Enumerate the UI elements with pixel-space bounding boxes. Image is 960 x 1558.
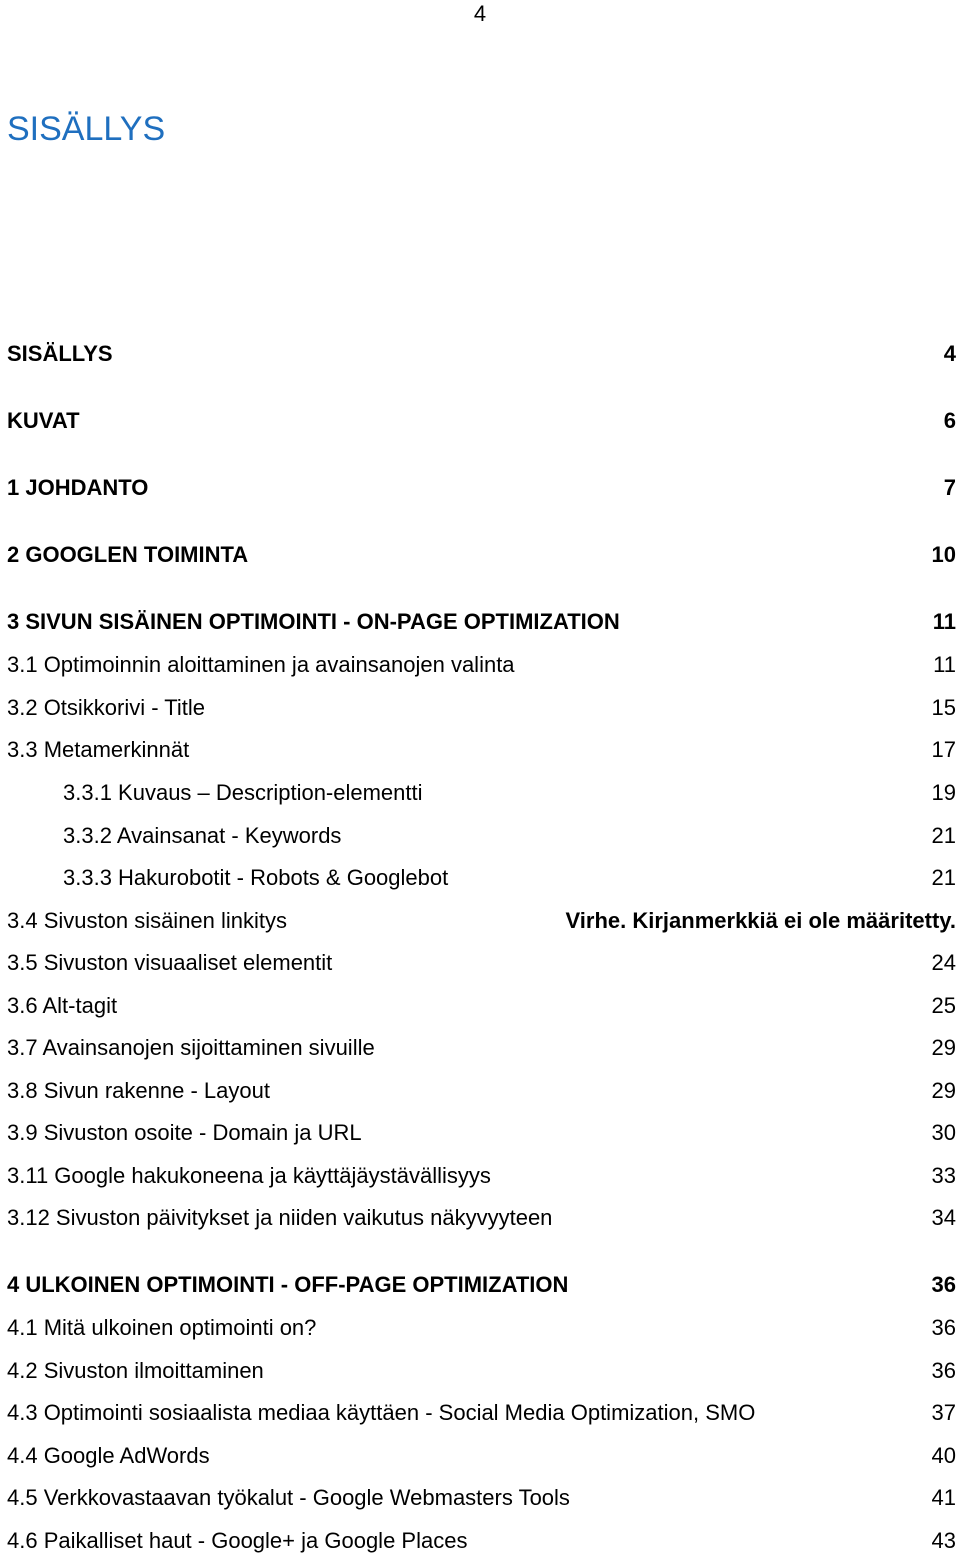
toc-entry-label: 3.8 Sivun rakenne - Layout [7,1078,270,1103]
toc-entry-label: 4.2 Sivuston ilmoittaminen [7,1358,264,1383]
toc-entry-label: 4.4 Google AdWords [7,1443,210,1468]
toc-entry-label: 4 ULKOINEN OPTIMOINTI - OFF-PAGE OPTIMIZATION [7,1272,569,1297]
toc-entry-label: 3.3.1 Kuvaus – Description-elementti [63,780,423,805]
toc-entry-page: 30 [931,1120,956,1145]
toc-entry-page: 37 [931,1400,956,1425]
toc-entry-1[interactable] [7,472,956,504]
toc-entry-page: 11 [932,609,956,634]
toc-entry-label: 2 GOOGLEN TOIMINTA [7,542,249,567]
toc-entry-label: 3.3.3 Hakurobotit - Robots & Googlebot [63,865,449,890]
toc-entry-label: 3.11 Google hakukoneena ja käyttäjäystävällisyys [7,1163,491,1188]
toc-entry-label: 3.3 Metamerkinnät [7,737,190,762]
toc-entry-3-5[interactable] [7,947,956,979]
bookmark-error-text: Virhe. Kirjanmerkkiä ei ole määritetty. [565,908,956,933]
toc-entry-3-2[interactable] [7,692,956,724]
toc-entry-3-11[interactable] [7,1160,956,1192]
toc-entry-page: 19 [931,780,956,805]
toc-entry-label: 3.6 Alt-tagit [7,993,118,1018]
toc-entry-3-7[interactable] [7,1032,956,1064]
toc-entry-label: 1 JOHDANTO [7,475,149,500]
toc-entry-page: 15 [931,695,956,720]
toc-entry-label: 3.3.2 Avainsanat - Keywords [63,823,342,848]
toc-entry-page: 17 [931,737,956,762]
toc-entry-page: 7 [943,475,956,500]
toc-entry-sisallys[interactable] [7,338,956,370]
toc-entry-page: 29 [931,1078,956,1103]
toc-entry-4-4[interactable] [7,1440,956,1472]
toc-entry-3-1[interactable] [7,649,956,681]
page-number: 4 [473,1,487,26]
toc-entry-page: 4 [943,341,956,366]
toc-entry-page: 10 [931,542,956,567]
toc-entry-3[interactable] [7,606,956,638]
toc-entry-kuvat[interactable] [7,405,956,437]
toc-entry-2[interactable] [7,539,956,571]
toc-entry-3-3[interactable] [7,734,956,766]
toc-entry-page: 11 [933,652,956,677]
toc-entry-page: 34 [931,1205,956,1230]
toc-entry-page: 36 [931,1358,956,1383]
toc-entry-label: 3.4 Sivuston sisäinen linkitys [7,908,288,933]
toc-entry-label: 3 SIVUN SISÄINEN OPTIMOINTI - ON-PAGE OPTIMIZATION [7,609,620,634]
toc-entry-page: 33 [931,1163,956,1188]
toc-entry-page: 21 [931,823,956,848]
toc-entry-3-12[interactable] [7,1202,956,1234]
toc-entry-page: 43 [931,1528,956,1553]
toc-entry-3-9[interactable] [7,1117,956,1149]
toc-entry-3-3-1[interactable] [63,777,956,809]
toc-entry-label: 4.3 Optimointi sosiaalista mediaa käyttäen - Social Media Optimization, SMO [7,1400,756,1425]
toc-entry-page: 40 [931,1443,956,1468]
toc-entry-4-3[interactable] [7,1397,956,1429]
toc-entry-page: 36 [931,1272,956,1297]
toc-entry-label: 3.2 Otsikkorivi - Title [7,695,206,720]
toc-entry-3-3-3[interactable] [63,862,956,894]
toc-entry-label: 3.7 Avainsanojen sijoittaminen sivuille [7,1035,375,1060]
toc-entry-label: 3.5 Sivuston visuaaliset elementit [7,950,333,975]
toc-entry-page: 29 [931,1035,956,1060]
toc-entry-label: 3.9 Sivuston osoite - Domain ja URL [7,1120,362,1145]
toc-entry-3-3-2[interactable] [63,820,956,852]
toc-entry-4-6[interactable] [7,1525,956,1557]
toc-entry-label: 3.12 Sivuston päivitykset ja niiden vaikutus näkyvyyteen [7,1205,553,1230]
toc-entry-label: 4.5 Verkkovastaavan työkalut - Google Webmasters Tools [7,1485,570,1510]
toc-entry-page: 25 [931,993,956,1018]
toc-entry-4-2[interactable] [7,1355,956,1387]
toc-entry-page: 6 [943,408,956,433]
toc-entry-page: 24 [931,950,956,975]
toc-entry-label: SISÄLLYS [7,341,113,366]
toc-entry-label: 4.6 Paikalliset haut - Google+ ja Google Places [7,1528,468,1553]
toc-entry-3-4[interactable] [7,905,956,937]
toc-entry-page: 21 [931,865,956,890]
toc-entry-label: KUVAT [7,408,80,433]
toc-entry-label: 4.1 Mitä ulkoinen optimointi on? [7,1315,317,1340]
toc-entry-3-8[interactable] [7,1075,956,1107]
toc-entry-3-6[interactable] [7,990,956,1022]
toc-entry-label: 3.1 Optimoinnin aloittaminen ja avainsanojen valinta [7,652,515,677]
toc-entry-page: 41 [931,1485,956,1510]
toc-entry-4-1[interactable] [7,1312,956,1344]
toc-entry-4-5[interactable] [7,1482,956,1514]
toc-entry-page: 36 [931,1315,956,1340]
toc-entry-4[interactable] [7,1269,956,1301]
page-title: SISÄLLYS [7,110,166,148]
